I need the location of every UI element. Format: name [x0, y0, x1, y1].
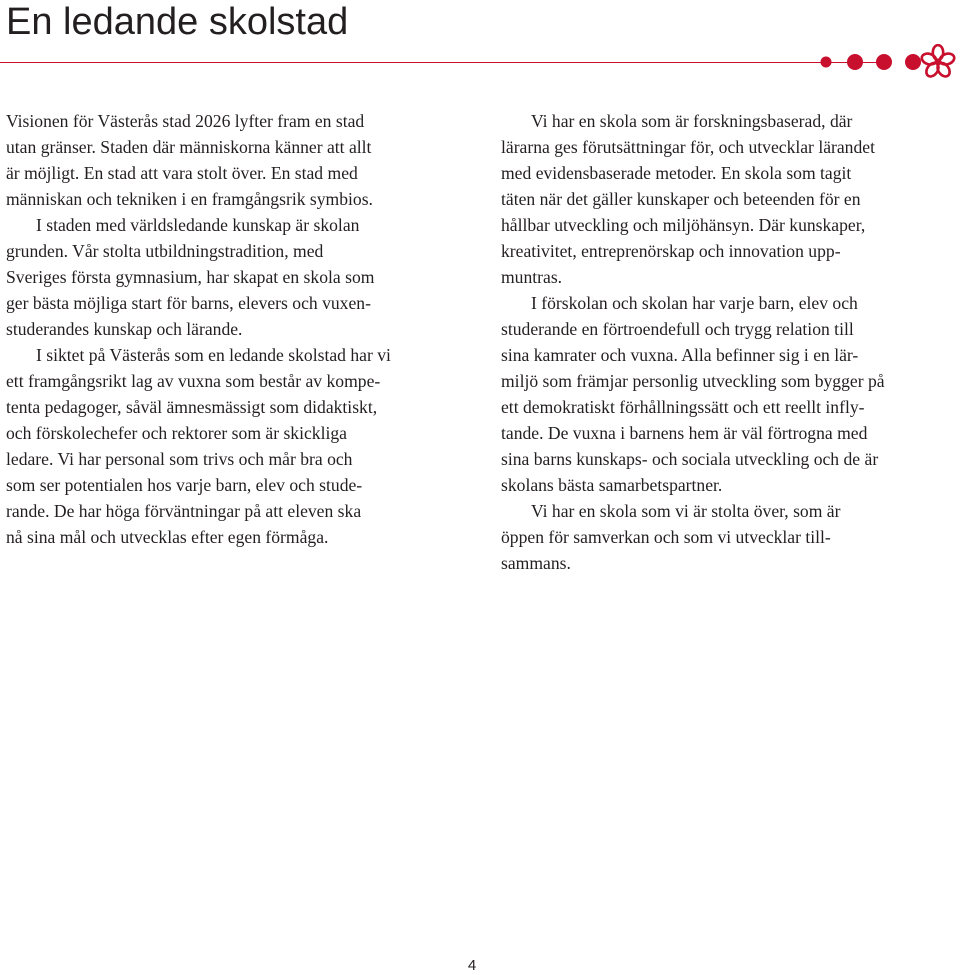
- header-rule: [0, 62, 880, 63]
- ornament-dot-small: [821, 57, 832, 68]
- ornament-dot: [876, 54, 892, 70]
- body-line: grunden. Vår stolta utbildningstradition, med: [6, 241, 324, 261]
- body-line: sina kamrater och vuxna. Alla befinner sig i en lär-: [501, 345, 859, 365]
- body-line: ledare. Vi har personal som trivs och mår bra och: [6, 449, 353, 469]
- body-line: tenta pedagoger, såväl ämnesmässigt som didaktiskt,: [6, 397, 378, 417]
- body-line: sina barns kunskaps- och sociala utveckling och de är: [501, 449, 879, 469]
- body-line: I siktet på Västerås som en ledande skolstad har vi: [36, 345, 391, 365]
- body-line: människan och tekniken i en framgångsrik symbios.: [6, 189, 373, 209]
- body-line: tande. De vuxna i barnens hem är väl förtrogna med: [501, 423, 868, 443]
- body-column-left: [6, 108, 451, 550]
- page-number: 4: [467, 957, 477, 974]
- body-line: kreativitet, entreprenörskap och innovation upp-: [501, 241, 841, 261]
- body-line: sammans.: [501, 553, 571, 573]
- body-line: som ser potentialen hos varje barn, elev och stude-: [6, 475, 363, 495]
- body-line: ett framgångsrikt lag av vuxna som består av kompe-: [6, 371, 381, 391]
- header-ornament: [812, 44, 960, 82]
- body-column-right: [501, 108, 949, 576]
- body-line: studerandes kunskap och lärande.: [6, 319, 243, 339]
- ornament-dot: [905, 54, 921, 70]
- page-title: En ledande skolstad: [6, 1, 349, 43]
- body-line: täten när det gäller kunskaper och beteenden för en: [501, 189, 861, 209]
- body-line: skolans bästa samarbetspartner.: [501, 475, 723, 495]
- ornament-dot: [847, 54, 863, 70]
- body-line: ett demokratiskt förhållningssätt och ett reellt infly-: [501, 397, 865, 417]
- body-line: Vi har en skola som vi är stolta över, som är: [531, 501, 841, 521]
- body-line: är möjligt. En stad att vara stolt över. En stad med: [6, 163, 358, 183]
- body-line: med evidensbaserade metoder. En skola som tagit: [501, 163, 852, 183]
- body-line: I staden med världsledande kunskap är skolan: [36, 215, 360, 235]
- body-line: ger bästa möjliga start för barns, elevers och vuxen-: [6, 293, 371, 313]
- body-line: Visionen för Västerås stad 2026 lyfter fram en stad: [6, 111, 365, 131]
- body-line: öppen för samverkan och som vi utvecklar till-: [501, 527, 831, 547]
- body-line: utan gränser. Staden där människorna känner att allt: [6, 137, 372, 157]
- body-line: miljö som främjar personlig utveckling som bygger på: [501, 371, 885, 391]
- flower-icon: [920, 45, 955, 79]
- body-line: rande. De har höga förväntningar på att eleven ska: [6, 501, 362, 521]
- body-line: Vi har en skola som är forskningsbaserad, där: [531, 111, 853, 131]
- body-line: hållbar utveckling och miljöhänsyn. Där kunskaper,: [501, 215, 866, 235]
- body-line: studerande en förtroendefull och trygg relation till: [501, 319, 854, 339]
- body-line: Sveriges första gymnasium, har skapat en skola som: [6, 267, 375, 287]
- body-line: muntras.: [501, 267, 563, 287]
- body-line: I förskolan och skolan har varje barn, elev och: [531, 293, 858, 313]
- body-line: och förskolechefer och rektorer som är skickliga: [6, 423, 347, 443]
- body-line: nå sina mål och utvecklas efter egen förmåga.: [6, 527, 329, 547]
- body-line: lärarna ges förutsättningar för, och utvecklar lärandet: [501, 137, 875, 157]
